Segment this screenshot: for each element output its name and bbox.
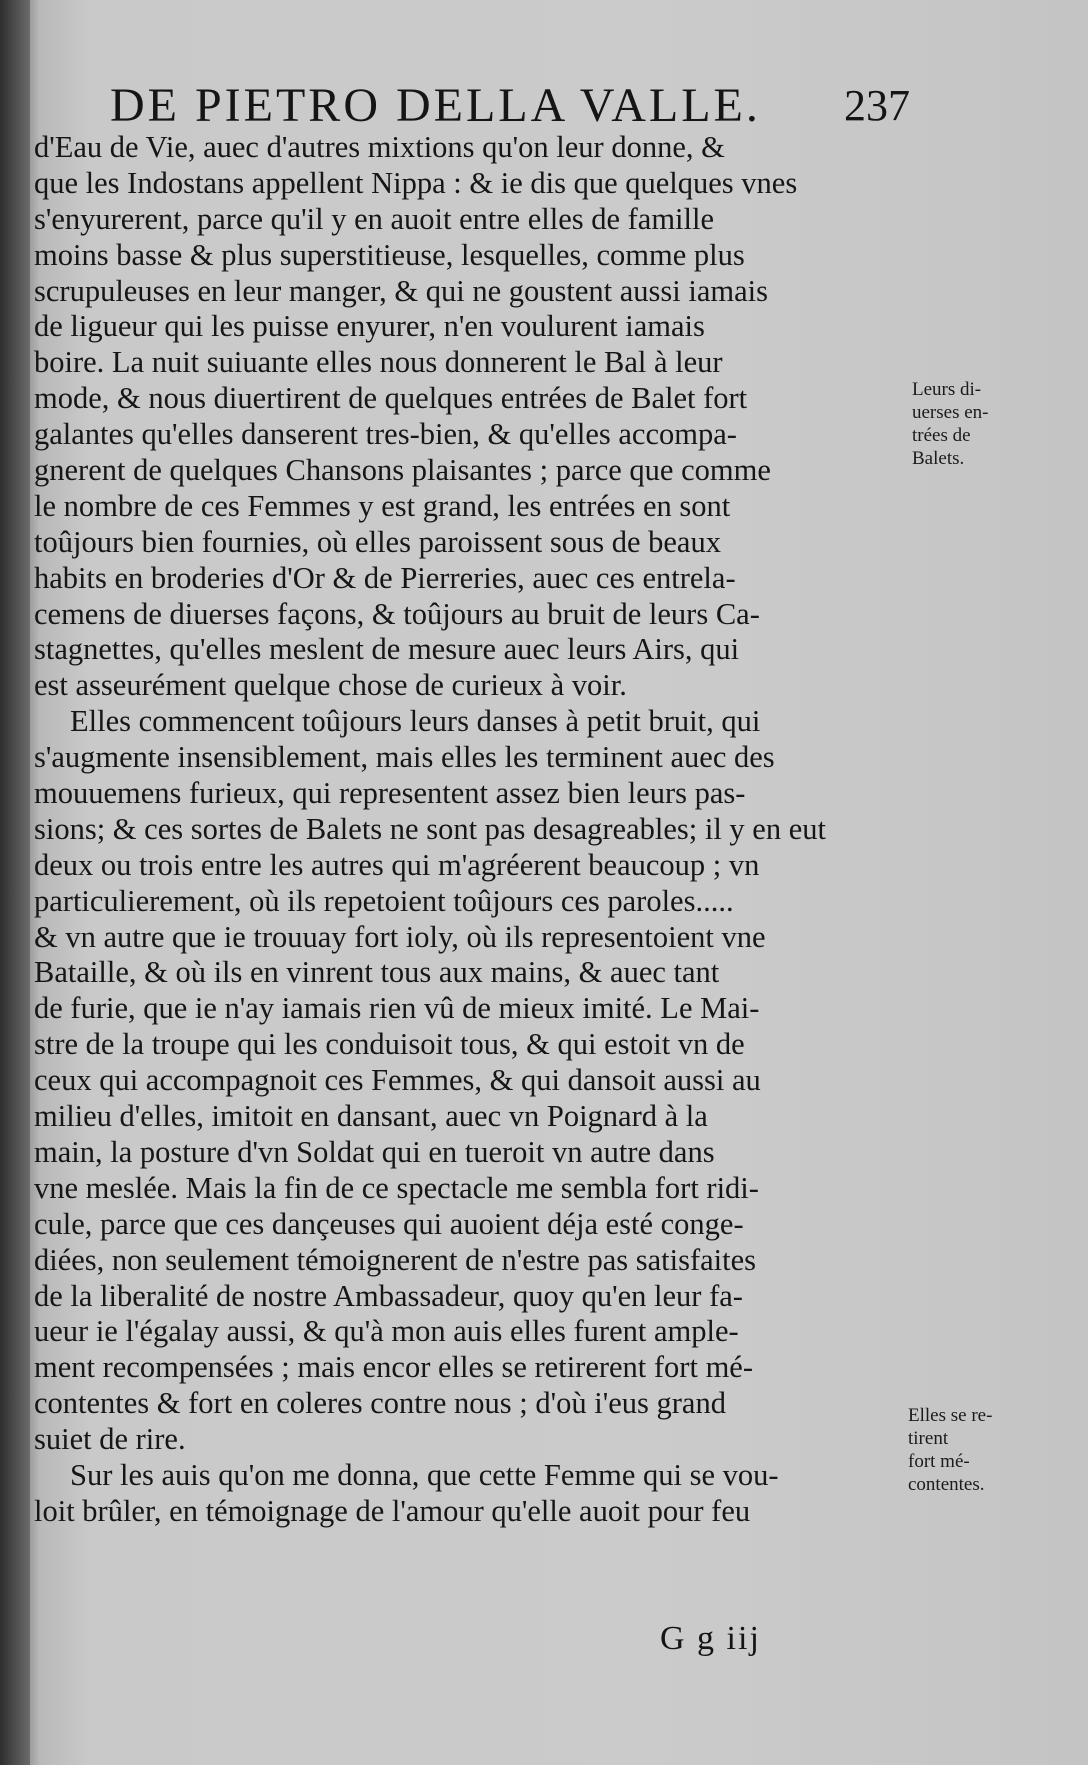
text-line: sions; & ces sortes de Balets ne sont pas desagreables; il y en eut xyxy=(34,811,826,846)
text-line: Bataille, & où ils en vinrent tous aux mains, & auec tant xyxy=(34,955,720,990)
text-line: s'enyurerent, parce qu'il y en auoit entre elles de famille xyxy=(34,201,715,236)
text-line: est asseurément quelque chose de curieux à voir. xyxy=(34,668,627,703)
text-line: ment recompensées ; mais encor elles se retirerent fort mé- xyxy=(34,1350,753,1385)
text-line: s'augmente insensiblement, mais elles les terminent auec des xyxy=(34,740,775,775)
text-line: que les Indostans appellent Nippa : & ie dis que quelques vnes xyxy=(34,165,798,200)
text-line: boire. La nuit suiuante elles nous donnerent le Bal à leur xyxy=(34,345,723,380)
margin-note-line: fort mé- xyxy=(908,1451,970,1472)
text-line: Sur les auis qu'on me donna, que cette Femme qui se vou- xyxy=(70,1457,779,1492)
page-header xyxy=(110,70,910,130)
text-line: habits en broderies d'Or & de Pierreries, auec ces entrela- xyxy=(34,560,736,595)
margin-note-balets xyxy=(912,378,1032,470)
text-line: de ligueur qui les puisse enyurer, n'en voulurent iamais xyxy=(34,309,705,344)
margin-note-line: contentes. xyxy=(908,1474,985,1495)
text-line: stagnettes, qu'elles meslent de mesure auec leurs Airs, qui xyxy=(34,632,740,667)
text-line: mode, & nous diuertirent de quelques entrées de Balet fort xyxy=(34,381,748,416)
binding-gutter xyxy=(0,0,30,1765)
text-line: milieu d'elles, imitoit en dansant, auec vn Poignard à la xyxy=(34,1099,708,1134)
text-line: stre de la troupe qui les conduisoit tous, & qui estoit vn de xyxy=(34,1027,745,1062)
text-line: loit brûler, en témoignage de l'amour qu'elle auoit pour feu xyxy=(34,1493,751,1528)
margin-note-line: trées de xyxy=(912,425,971,446)
text-line: ueur ie l'égalay aussi, & qu'à mon auis elles furent ample- xyxy=(34,1314,739,1349)
text-line: vne meslée. Mais la fin de ce spectacle me sembla fort ridi- xyxy=(34,1170,759,1205)
text-line: mouuemens furieux, qui representent assez bien leurs pas- xyxy=(34,776,746,811)
text-line: toûjours bien fournies, où elles paroissent sous de beaux xyxy=(34,524,721,559)
text-line: cemens de diuerses façons, & toûjours au bruit de leurs Ca- xyxy=(34,596,760,631)
running-head: DE PIETRO DELLA VALLE. xyxy=(110,79,761,132)
text-line: particulierement, où ils repetoient toûjours ces paroles..... xyxy=(34,883,734,918)
page-number: 237 xyxy=(844,81,910,130)
text-line: contentes & fort en coleres contre nous ; d'où i'eus grand xyxy=(34,1386,726,1421)
text-line: d'Eau de Vie, auec d'autres mixtions qu'on leur donne, & xyxy=(34,130,725,164)
text-line: suiet de rire. xyxy=(34,1422,186,1457)
margin-note-line: Balets. xyxy=(912,448,965,469)
margin-note-line: Leurs di- xyxy=(912,379,982,400)
text-line: ceux qui accompagnoit ces Femmes, & qui dansoit aussi au xyxy=(34,1063,761,1098)
margin-note-line: Elles se re- xyxy=(908,1405,993,1426)
body-text xyxy=(34,130,902,1530)
text-line: deux ou trois entre les autres qui m'agréerent beaucoup ; vn xyxy=(34,847,760,882)
text-line: scrupuleuses en leur manger, & qui ne goustent aussi iamais xyxy=(34,273,768,308)
signature-mark: G g iij xyxy=(660,1620,761,1657)
text-line: moins basse & plus superstitieuse, lesquelles, comme plus xyxy=(34,237,745,272)
text-line: Elles commencent toûjours leurs danses à petit bruit, qui xyxy=(70,704,761,739)
text-line: diées, non seulement témoignerent de n'estre pas satisfaites xyxy=(34,1242,757,1277)
margin-note-line: uerses en- xyxy=(912,402,989,423)
text-line: galantes qu'elles danserent tres-bien, & qu'elles accompa- xyxy=(34,417,737,452)
text-line: main, la posture d'vn Soldat qui en tueroit vn autre dans xyxy=(34,1134,715,1169)
text-line: & vn autre que ie trouuay fort ioly, où ils representoient vne xyxy=(34,919,766,954)
text-line: cule, parce que ces dançeuses qui auoient déja esté conge- xyxy=(34,1206,744,1241)
text-line: le nombre de ces Femmes y est grand, les entrées en sont xyxy=(34,488,731,523)
margin-note-contentes xyxy=(908,1404,1028,1496)
margin-note-line: tirent xyxy=(908,1428,949,1449)
text-line: de furie, que ie n'ay iamais rien vû de mieux imité. Le Mai- xyxy=(34,991,760,1026)
text-line: de la liberalité de nostre Ambassadeur, quoy qu'en leur fa- xyxy=(34,1278,743,1313)
text-line: gnerent de quelques Chansons plaisantes ; parce que comme xyxy=(34,453,771,488)
